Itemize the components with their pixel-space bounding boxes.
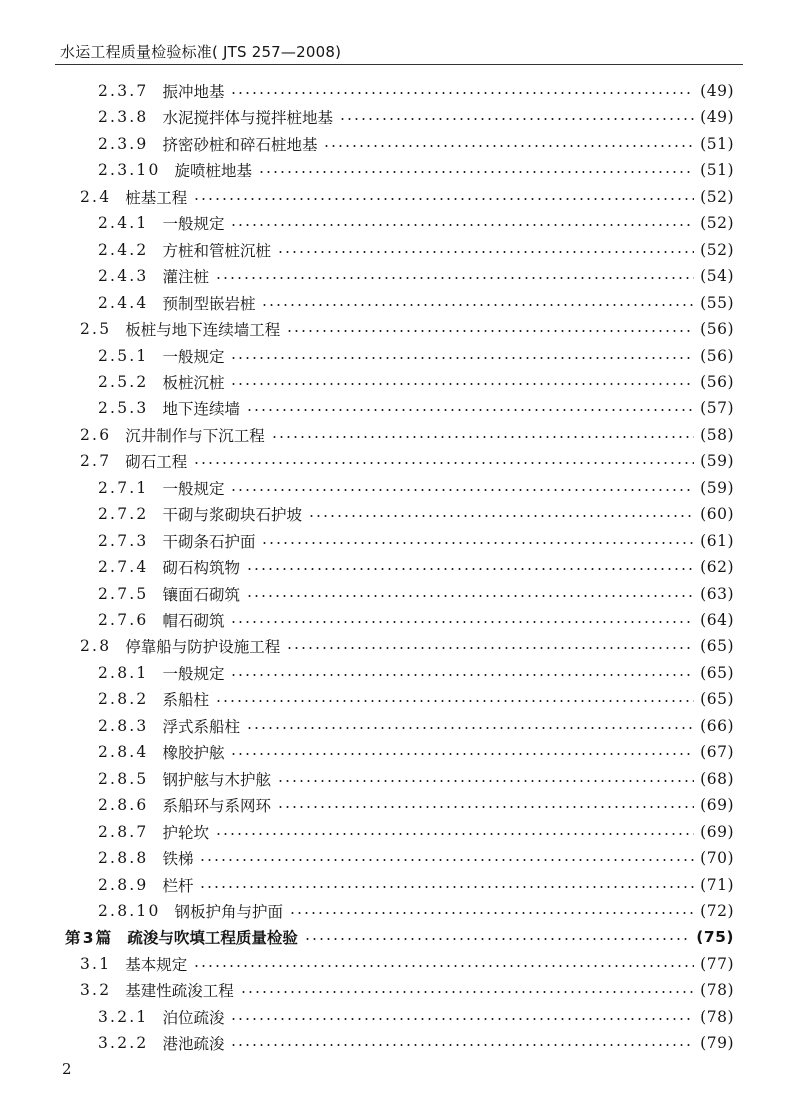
toc-entry-page: (59) <box>700 452 734 471</box>
toc-entry-title: 沉井制作与下沉工程 <box>125 426 265 445</box>
toc-entry-title: 基本规定 <box>125 955 188 974</box>
dot-leader <box>230 621 694 623</box>
toc-entry-number: 3.2 <box>80 981 112 1000</box>
dot-leader <box>308 515 694 517</box>
toc-entry[interactable] <box>98 554 734 580</box>
toc-entry-number: 2.8.9 <box>98 875 149 894</box>
toc-entry-number: 2.3.10 <box>98 161 161 180</box>
toc-entry-title: 灌注桩 <box>162 268 209 287</box>
toc-entry-number: 2.8.1 <box>98 663 149 682</box>
toc-entry[interactable] <box>98 237 734 263</box>
toc-entry-number: 2.8 <box>80 637 112 656</box>
dot-leader <box>193 198 694 200</box>
dot-leader <box>286 330 694 332</box>
toc-entry-number: 2.4 <box>80 187 112 206</box>
toc-entry-number: 2.5 <box>80 320 112 339</box>
dot-leader <box>261 542 694 544</box>
toc-entry[interactable] <box>98 475 734 501</box>
dot-leader <box>230 674 694 676</box>
toc-entry-page: (79) <box>700 1034 734 1053</box>
dot-leader <box>193 965 694 967</box>
toc-entry-page: (60) <box>700 505 734 524</box>
toc-entry-number: 2.8.2 <box>98 690 149 709</box>
toc-entry-number: 2.5.3 <box>98 399 149 418</box>
toc-entry[interactable] <box>80 422 734 448</box>
toc-entry-title: 预制型嵌岩桩 <box>162 294 256 313</box>
toc-entry-number: 3.2.1 <box>98 1007 149 1026</box>
toc-entry[interactable] <box>98 369 734 395</box>
toc-entry[interactable] <box>98 739 734 765</box>
toc-entry-page: (62) <box>700 558 734 577</box>
dot-leader <box>215 833 694 835</box>
dot-leader <box>199 886 694 888</box>
toc-entry-page: (65) <box>700 663 734 682</box>
toc-entry-title: 挤密砂桩和碎石桩地基 <box>162 135 318 154</box>
toc-entry-number: 2.8.8 <box>98 849 149 868</box>
dot-leader <box>230 1044 694 1046</box>
dot-leader <box>323 145 694 147</box>
toc-entry[interactable] <box>80 184 734 210</box>
toc-entry-page: (59) <box>700 478 734 497</box>
dot-leader <box>246 727 694 729</box>
dot-leader <box>339 118 694 120</box>
toc-entry[interactable] <box>98 660 734 686</box>
toc-entry-title: 铁梯 <box>162 850 194 869</box>
toc-entry[interactable] <box>80 316 734 342</box>
toc-entry-title: 砌石工程 <box>125 453 188 472</box>
toc-entry-title: 干砌条石护面 <box>162 532 256 551</box>
toc-entry-page: (67) <box>700 743 734 762</box>
toc-entry-number: 2.7.1 <box>98 478 149 497</box>
toc-entry-title: 停靠船与防护设施工程 <box>125 638 281 657</box>
toc-entry-page: (72) <box>700 901 734 920</box>
toc-entry-title: 浮式系船柱 <box>162 717 240 736</box>
toc-entry-title: 砌石构筑物 <box>162 559 240 578</box>
toc-entry-number: 2.7.2 <box>98 505 149 524</box>
toc-entry-title: 护轮坎 <box>162 823 209 842</box>
dot-leader <box>289 912 694 914</box>
dot-leader <box>230 489 694 491</box>
toc-entry-title: 港池疏浚 <box>162 1035 225 1054</box>
toc-entry-number: 2.8.4 <box>98 743 149 762</box>
toc-entry[interactable] <box>98 157 734 183</box>
toc-entry-page: (61) <box>700 531 734 550</box>
toc-entry-page: (58) <box>700 425 734 444</box>
toc-entry-number: 2.7.3 <box>98 531 149 550</box>
toc-entry-title: 系船环与系网环 <box>162 797 271 816</box>
toc-entry[interactable] <box>98 1030 734 1056</box>
toc-entry-title: 方桩和管桩沉桩 <box>162 241 271 260</box>
toc-entry-number: 2.3.9 <box>98 134 149 153</box>
dot-leader <box>246 568 694 570</box>
dot-leader <box>286 647 694 649</box>
toc-entry-page: (52) <box>700 214 734 233</box>
toc-entry-number: 2.8.3 <box>98 716 149 735</box>
dot-leader <box>271 436 694 438</box>
toc-entry[interactable] <box>98 78 734 104</box>
dot-leader <box>215 277 694 279</box>
toc-entry-title: 栏杆 <box>162 876 194 895</box>
toc-entry-title: 水泥搅拌体与搅拌桩地基 <box>162 109 333 128</box>
toc-entry-page: (49) <box>700 108 734 127</box>
toc-entry-page: (65) <box>700 690 734 709</box>
toc-entry-number: 2.3.7 <box>98 82 149 100</box>
toc-entry-page: (52) <box>700 187 734 206</box>
toc-entry-page: (52) <box>700 240 734 259</box>
dot-leader <box>246 409 694 411</box>
toc-entry[interactable] <box>98 713 734 739</box>
toc-entry-page: (64) <box>700 611 734 629</box>
toc-entry[interactable] <box>98 1004 734 1030</box>
toc-entry-page: (70) <box>700 849 734 868</box>
toc-entry[interactable] <box>80 633 734 659</box>
dot-leader <box>261 304 694 306</box>
toc-entry-page: (78) <box>700 1007 734 1026</box>
toc-entry-title: 一般规定 <box>162 664 225 683</box>
toc-entry-title: 振冲地基 <box>162 83 225 101</box>
page-number: 2 <box>62 1060 72 1078</box>
toc-entry[interactable] <box>80 951 734 977</box>
dot-leader <box>199 859 694 861</box>
toc-entry-page: (49) <box>700 82 734 100</box>
toc-entry-title: 基建性疏浚工程 <box>125 982 234 1001</box>
dot-leader <box>230 357 694 359</box>
toc-entry-title: 地下连续墙 <box>162 400 240 419</box>
toc-entry-page: (71) <box>700 875 734 894</box>
toc-entry-title: 钢护舷与木护舷 <box>162 770 271 789</box>
toc-entry[interactable] <box>98 766 734 792</box>
running-header: 水运工程质量检验标准( JTS 257—2008) <box>60 43 342 61</box>
toc-entry-number: 2.5.2 <box>98 372 149 391</box>
dot-leader <box>215 700 694 702</box>
dot-leader <box>230 92 694 94</box>
toc-entry-number: 2.3.8 <box>98 108 149 127</box>
toc-entry[interactable] <box>98 819 734 845</box>
toc-entry[interactable] <box>80 448 734 474</box>
toc-entry-title: 板桩沉桩 <box>162 373 225 392</box>
toc-entry-number: 3.1 <box>80 954 112 973</box>
dot-leader <box>258 171 694 173</box>
toc-entry[interactable] <box>98 686 734 712</box>
toc-entry-page: (65) <box>700 637 734 656</box>
toc-entry-page: (54) <box>700 267 734 286</box>
toc-entry-page: (56) <box>700 372 734 391</box>
toc-entry-title: 系船柱 <box>162 691 209 710</box>
toc-entry[interactable] <box>80 977 734 1003</box>
toc-entry[interactable] <box>98 872 734 898</box>
toc-entry[interactable] <box>98 581 734 607</box>
toc-entry-page: (55) <box>700 293 734 312</box>
toc-entry[interactable] <box>98 263 734 289</box>
toc-entry-page: (66) <box>700 716 734 735</box>
dot-leader <box>277 806 694 808</box>
dot-leader <box>277 251 694 253</box>
toc-entry-page: (51) <box>700 161 734 180</box>
toc-entry-title: 板桩与地下连续墙工程 <box>125 321 281 340</box>
dot-leader <box>277 780 694 782</box>
toc-entry-number: 3.2.2 <box>98 1034 149 1053</box>
toc-entry-number: 2.8.5 <box>98 769 149 788</box>
dot-leader <box>240 991 694 993</box>
toc-entry-page: (69) <box>700 822 734 841</box>
toc-entry[interactable] <box>98 131 734 157</box>
dot-leader <box>230 753 694 755</box>
toc-entry-title: 钢板护角与护面 <box>174 902 284 921</box>
toc-entry[interactable] <box>98 898 734 924</box>
toc-entry-page: (56) <box>700 320 734 339</box>
toc-entry-page: (56) <box>700 346 734 365</box>
toc-entry-title: 一般规定 <box>162 479 225 498</box>
dot-leader <box>230 1018 694 1020</box>
toc-entry[interactable] <box>98 792 734 818</box>
toc-entry-page: (68) <box>700 769 734 788</box>
toc-entry-title: 橡胶护舷 <box>162 744 225 763</box>
toc-entry[interactable] <box>98 501 734 527</box>
toc-entry-number: 2.5.1 <box>98 346 149 365</box>
toc-entry-number: 2.7.5 <box>98 584 149 603</box>
toc-entry[interactable] <box>98 290 734 316</box>
toc-entry-title: 疏浚与吹填工程质量检验 <box>127 929 298 948</box>
dot-leader <box>230 383 694 385</box>
toc-entry[interactable] <box>65 924 734 950</box>
toc-entry-number: 2.7 <box>80 452 112 471</box>
toc-entry-number: 2.8.7 <box>98 822 149 841</box>
toc-entry[interactable] <box>98 343 734 369</box>
toc-entry-title: 干砌与浆砌块石护坡 <box>162 506 302 525</box>
toc-entry-page: (75) <box>696 928 734 947</box>
toc-entry[interactable] <box>98 528 734 554</box>
toc-entry-title: 旋喷桩地基 <box>174 162 253 181</box>
toc-entry-number: 2.7.4 <box>98 558 149 577</box>
toc-entry-page: (77) <box>700 954 734 973</box>
toc-entry[interactable] <box>98 104 734 130</box>
toc-entry-number: 第3篇 <box>65 929 114 948</box>
toc-entry-page: (78) <box>700 981 734 1000</box>
toc-entry-page: (57) <box>700 399 734 418</box>
toc-entry[interactable] <box>98 607 734 633</box>
toc-entry[interactable] <box>98 395 734 421</box>
toc-entry-number: 2.4.1 <box>98 214 149 233</box>
dot-leader <box>246 595 694 597</box>
dot-leader <box>230 224 694 226</box>
toc-entry-title: 一般规定 <box>162 347 225 366</box>
toc-entry-title: 桩基工程 <box>125 188 188 207</box>
toc-entry-title: 镶面石砌筑 <box>162 585 240 604</box>
dot-leader <box>193 462 694 464</box>
toc-entry-number: 2.7.6 <box>98 611 149 629</box>
toc-entry[interactable] <box>98 210 734 236</box>
toc-entry-page: (51) <box>700 134 734 153</box>
toc-entry-number: 2.6 <box>80 425 112 444</box>
toc-entry-number: 2.8.6 <box>98 796 149 815</box>
toc-entry-number: 2.8.10 <box>98 901 161 920</box>
toc-entry-title: 一般规定 <box>162 215 225 234</box>
toc-entry-number: 2.4.2 <box>98 240 149 259</box>
toc-entry-number: 2.4.3 <box>98 267 149 286</box>
dot-leader <box>304 938 690 940</box>
toc-entry-page: (69) <box>700 796 734 815</box>
toc-entry-title: 帽石砌筑 <box>162 612 225 630</box>
toc-entry-title: 泊位疏浚 <box>162 1008 225 1027</box>
toc-entry-number: 2.4.4 <box>98 293 149 312</box>
header-rule <box>55 64 743 65</box>
toc-entry-page: (63) <box>700 584 734 603</box>
toc-entry[interactable] <box>98 845 734 871</box>
